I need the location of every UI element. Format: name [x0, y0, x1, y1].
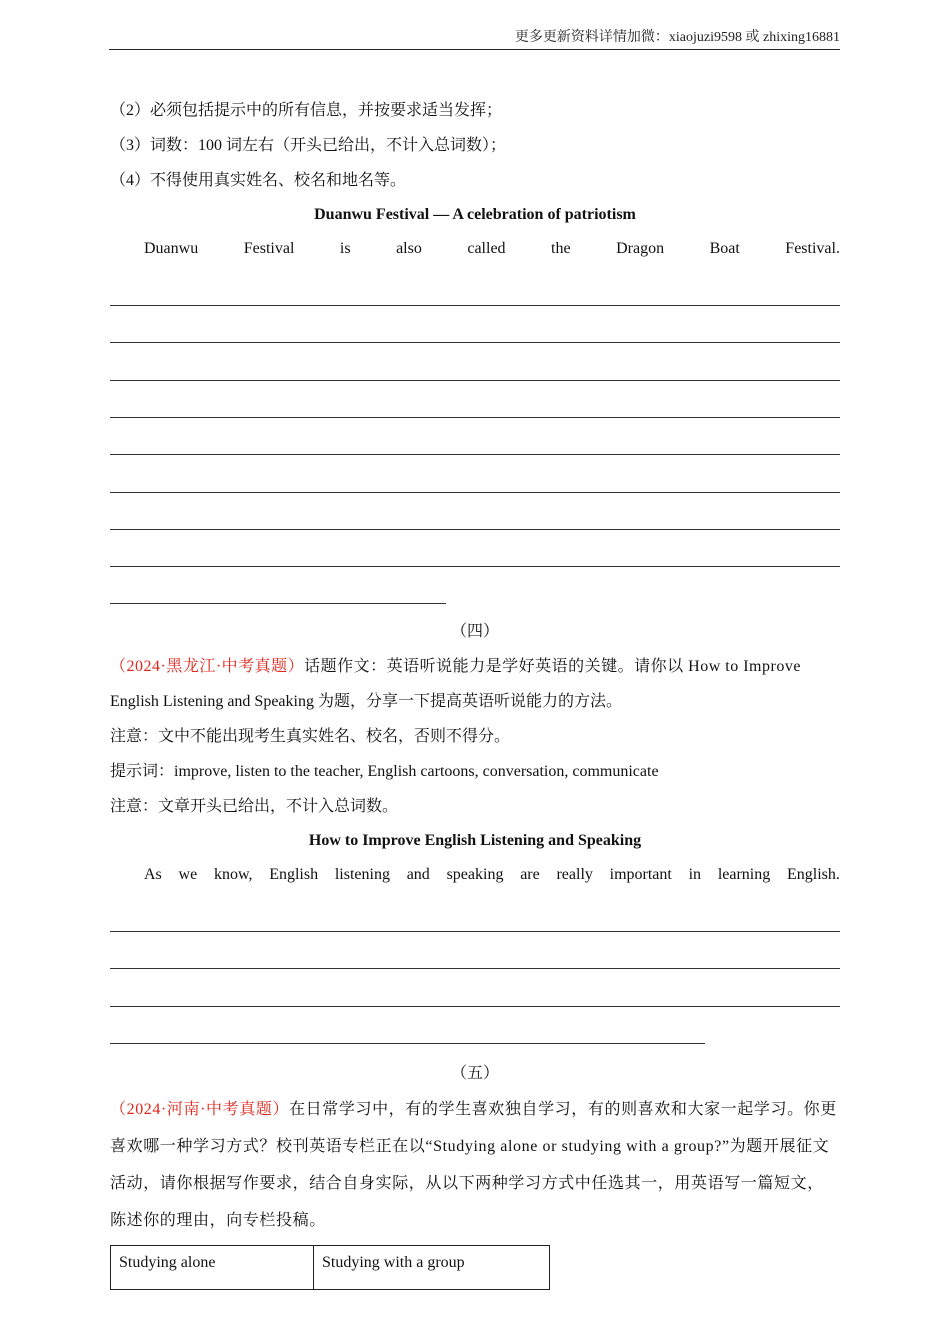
opening-word: in	[688, 866, 702, 883]
writing-line[interactable]	[110, 530, 840, 567]
writing-line[interactable]	[110, 455, 840, 493]
essay-title-duanwu: Duanwu Festival — A celebration of patriotism	[314, 206, 636, 223]
writing-line[interactable]	[110, 381, 840, 418]
question-source: （2024·黑龙江·中考真题）	[110, 658, 305, 675]
opening-word: also	[396, 240, 422, 257]
question-prompt-4a	[110, 649, 840, 684]
opening-word: English.	[786, 866, 840, 883]
opening-word: we	[178, 866, 198, 883]
writing-line[interactable]	[110, 894, 840, 932]
essay-opening-english	[110, 858, 840, 892]
writing-line[interactable]	[110, 418, 840, 455]
hint-words: 提示词：improve, listen to the teacher, English cartoons, conversation, communicate	[110, 763, 659, 780]
opening-word: Boat	[709, 240, 740, 257]
opening-word: important	[609, 866, 672, 883]
opening-word: the	[551, 240, 571, 257]
options-table	[110, 1245, 550, 1290]
writing-lines-english	[110, 894, 840, 1044]
essay-opening-duanwu	[110, 232, 840, 266]
requirement-3: （3）词数：100 词左右（开头已给出，不计入总词数）；	[110, 137, 507, 154]
opening-word: called	[467, 240, 506, 257]
opening-word: is	[339, 240, 351, 257]
prompt-text: 话题作文：英语听说能力是学好英语的关键。请你以 How to Improve	[304, 658, 801, 675]
option-studying-with-group: Studying with a group	[314, 1246, 550, 1290]
requirement-4: （4）不得使用真实姓名、校名和地名等。	[110, 172, 407, 189]
opening-word: Dragon	[616, 240, 665, 257]
note-2: 注意：文章开头已给出，不计入总词数。	[110, 798, 399, 815]
section-number-5: （五）	[450, 1065, 499, 1082]
opening-word: Duanwu	[144, 240, 199, 257]
writing-line[interactable]	[110, 343, 840, 381]
opening-word: and	[406, 866, 430, 883]
opening-word: Festival	[243, 240, 295, 257]
prompt-text: 在日常学习中，有的学生喜欢独自学习，有的则喜欢和大家一起学习。你更喜欢哪一种学习方式？校刊英语专栏正在以“Studying alone or studying with a group?”为题开展征文活动，请你根据写作要求，结合自身实际，从以下两种学习方式中任选其一，用英语写一篇短文，陈述你的理由，向专栏投稿。	[110, 1101, 837, 1229]
requirement-2: （2）必须包括提示中的所有信息，并按要求适当发挥；	[110, 102, 503, 119]
writing-line[interactable]	[110, 932, 840, 969]
question-source: （2024·河南·中考真题）	[110, 1101, 290, 1118]
page-header: 更多更新资料详情加微：xiaojuzi9598 或 zhixing16881	[109, 26, 840, 50]
opening-word: are	[520, 866, 540, 883]
opening-word: listening	[334, 866, 390, 883]
question-prompt-5	[110, 1091, 840, 1239]
writing-line[interactable]	[110, 969, 840, 1007]
writing-line[interactable]	[110, 493, 840, 530]
question-prompt-4b: English Listening and Speaking 为题，分享一下提高英语听说能力的方法。	[110, 693, 622, 710]
worksheet-content	[110, 93, 840, 1290]
note-1: 注意：文中不能出现考生真实姓名、校名，否则不得分。	[110, 728, 511, 745]
writing-line[interactable]	[110, 268, 840, 306]
option-studying-alone: Studying alone	[111, 1246, 314, 1290]
opening-word: speaking	[446, 866, 504, 883]
section-number-4: （四）	[450, 623, 499, 640]
opening-word: English	[269, 866, 319, 883]
opening-word: Festival.	[785, 240, 840, 257]
writing-line[interactable]	[110, 1007, 705, 1044]
opening-word: learning	[717, 866, 771, 883]
essay-title-english: How to Improve English Listening and Speaking	[308, 832, 642, 849]
writing-line[interactable]	[110, 567, 446, 604]
writing-line[interactable]	[110, 306, 840, 343]
opening-word: As	[144, 866, 162, 883]
writing-lines-duanwu	[110, 268, 840, 604]
opening-word: really	[556, 866, 593, 883]
opening-word: know,	[213, 866, 253, 883]
